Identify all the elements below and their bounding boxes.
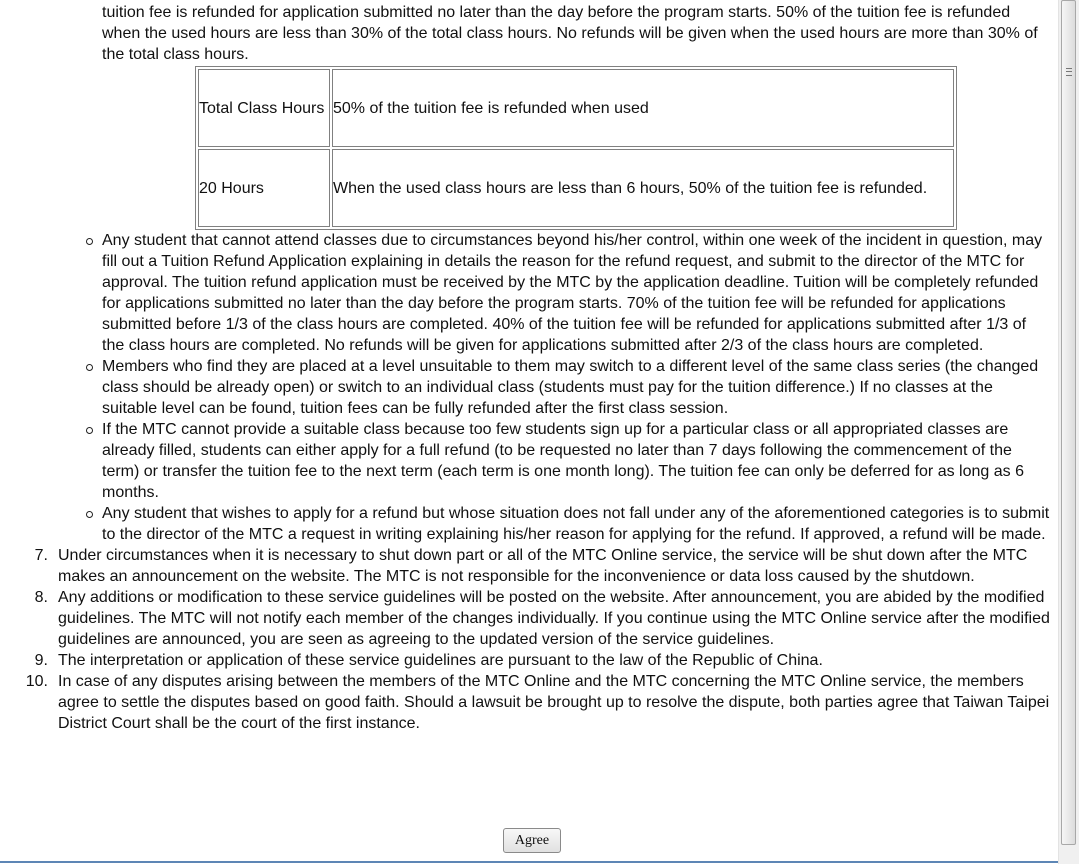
refund-sub-list	[102, 230, 1052, 545]
list-item	[34, 587, 1050, 650]
table-cell-hours-header: Total Class Hours	[198, 69, 330, 147]
list-item	[25, 671, 1050, 734]
list-item	[102, 503, 1052, 545]
vertical-scrollbar[interactable]	[1058, 0, 1079, 864]
list-item-text: If the MTC cannot provide a suitable class because too few students sign up for a particular class or all appropriated classes are already filled, students can either apply for a full refund (to be requested no later than 7 days following the commencement of the term) or transfer the tuition fee to the next term (each term is one month long). The tuition fee can only be deferred for as long as 6 months.	[102, 421, 1024, 501]
refund-policy-paragraph: tuition fee is refunded for application submitted no later than the day before the program starts. 50% of the tuition fee is refunded when the used hours are less than 30% of the total class hours. No refunds will be given when the used hours are more than 30% of the total class hours.	[102, 4, 1038, 63]
agree-button[interactable]: Agree	[503, 828, 561, 853]
agree-area	[503, 828, 561, 853]
grip-icon	[1066, 68, 1072, 76]
table-cell-refund-header: 50% of the tuition fee is refunded when used	[332, 69, 954, 147]
list-item	[102, 230, 1052, 356]
list-item-number: 7.	[34, 547, 48, 564]
circle-bullet-icon	[86, 511, 93, 518]
list-item	[34, 545, 1050, 587]
list-item-text: Under circumstances when it is necessary to shut down part or all of the MTC Online service, the service will be shut down after the MTC makes an announcement on the website. The MTC is not responsible for the inconvenience or data loss caused by the shutdown.	[58, 547, 1028, 585]
refund-policy-block	[102, 0, 1048, 65]
circle-bullet-icon	[86, 238, 93, 245]
list-item-text: Any student that cannot attend classes due to circumstances beyond his/her control, within one week of the incident in question, may fill out a Tuition Refund Application explaining in details the reason for the refund request, and submit to the director of the MTC for approval. The tuition refund application must be received by the MTC by the application deadline. Tuition will be completely refunded for applications submitted no later than the day before the program starts. 70% of the tuition fee will be refunded for applications submitted before 1/3 of the class hours are completed. 40% of the tuition fee will be refunded for applications submitted after 1/3 of the class hours are completed. No refunds will be given for applications submitted after 2/3 of the class hours are completed.	[102, 232, 1043, 354]
list-item-text: Any student that wishes to apply for a refund but whose situation does not fall under any of the aforementioned categories is to submit to the director of the MTC a request in writing explaining his/her reason for applying for the refund. If approved, a refund will be made.	[102, 505, 1050, 543]
scrollbar-thumb[interactable]	[1061, 0, 1076, 845]
table-row	[198, 149, 954, 227]
list-item-number: 8.	[34, 589, 48, 606]
list-item-text: In case of any disputes arising between the members of the MTC Online and the MTC concerning the MTC Online service, the members agree to settle the disputes based on good faith. Should a lawsuit be brought up to resolve the dispute, both parties agree that Taiwan Taipei District Court shall be the court of the first instance.	[58, 673, 1050, 732]
table-row	[198, 69, 954, 147]
list-item	[102, 419, 1052, 503]
list-item-text: Any additions or modification to these service guidelines will be posted on the website. After announcement, you are abided by the modified guidelines. The MTC will not notify each member of the changes individually. If you continue using the MTC Online service after the modified guidelines are announced, you are seen as agreeing to the updated version of the service guidelines.	[58, 589, 1050, 648]
list-item	[34, 650, 1050, 671]
list-item-text: Members who find they are placed at a level unsuitable to them may switch to a different level of the same class series (the changed class should be already open) or switch to an individual class (students must pay for the tuition difference.) If no classes at the suitable level can be found, tuition fees can be fully refunded after the first class session.	[102, 358, 1039, 417]
refund-table	[195, 66, 957, 230]
list-item	[102, 356, 1052, 419]
circle-bullet-icon	[86, 364, 93, 371]
guidelines-main-list	[25, 545, 1050, 734]
table-cell-hours: 20 Hours	[198, 149, 330, 227]
circle-bullet-icon	[86, 427, 93, 434]
list-item-text: The interpretation or application of these service guidelines are pursuant to the law of the Republic of China.	[58, 652, 823, 669]
bottom-divider	[0, 861, 1058, 863]
list-item-number: 9.	[34, 652, 48, 669]
list-item-number: 10.	[25, 673, 48, 690]
table-cell-refund-rule: When the used class hours are less than 6 hours, 50% of the tuition fee is refunded.	[332, 149, 954, 227]
